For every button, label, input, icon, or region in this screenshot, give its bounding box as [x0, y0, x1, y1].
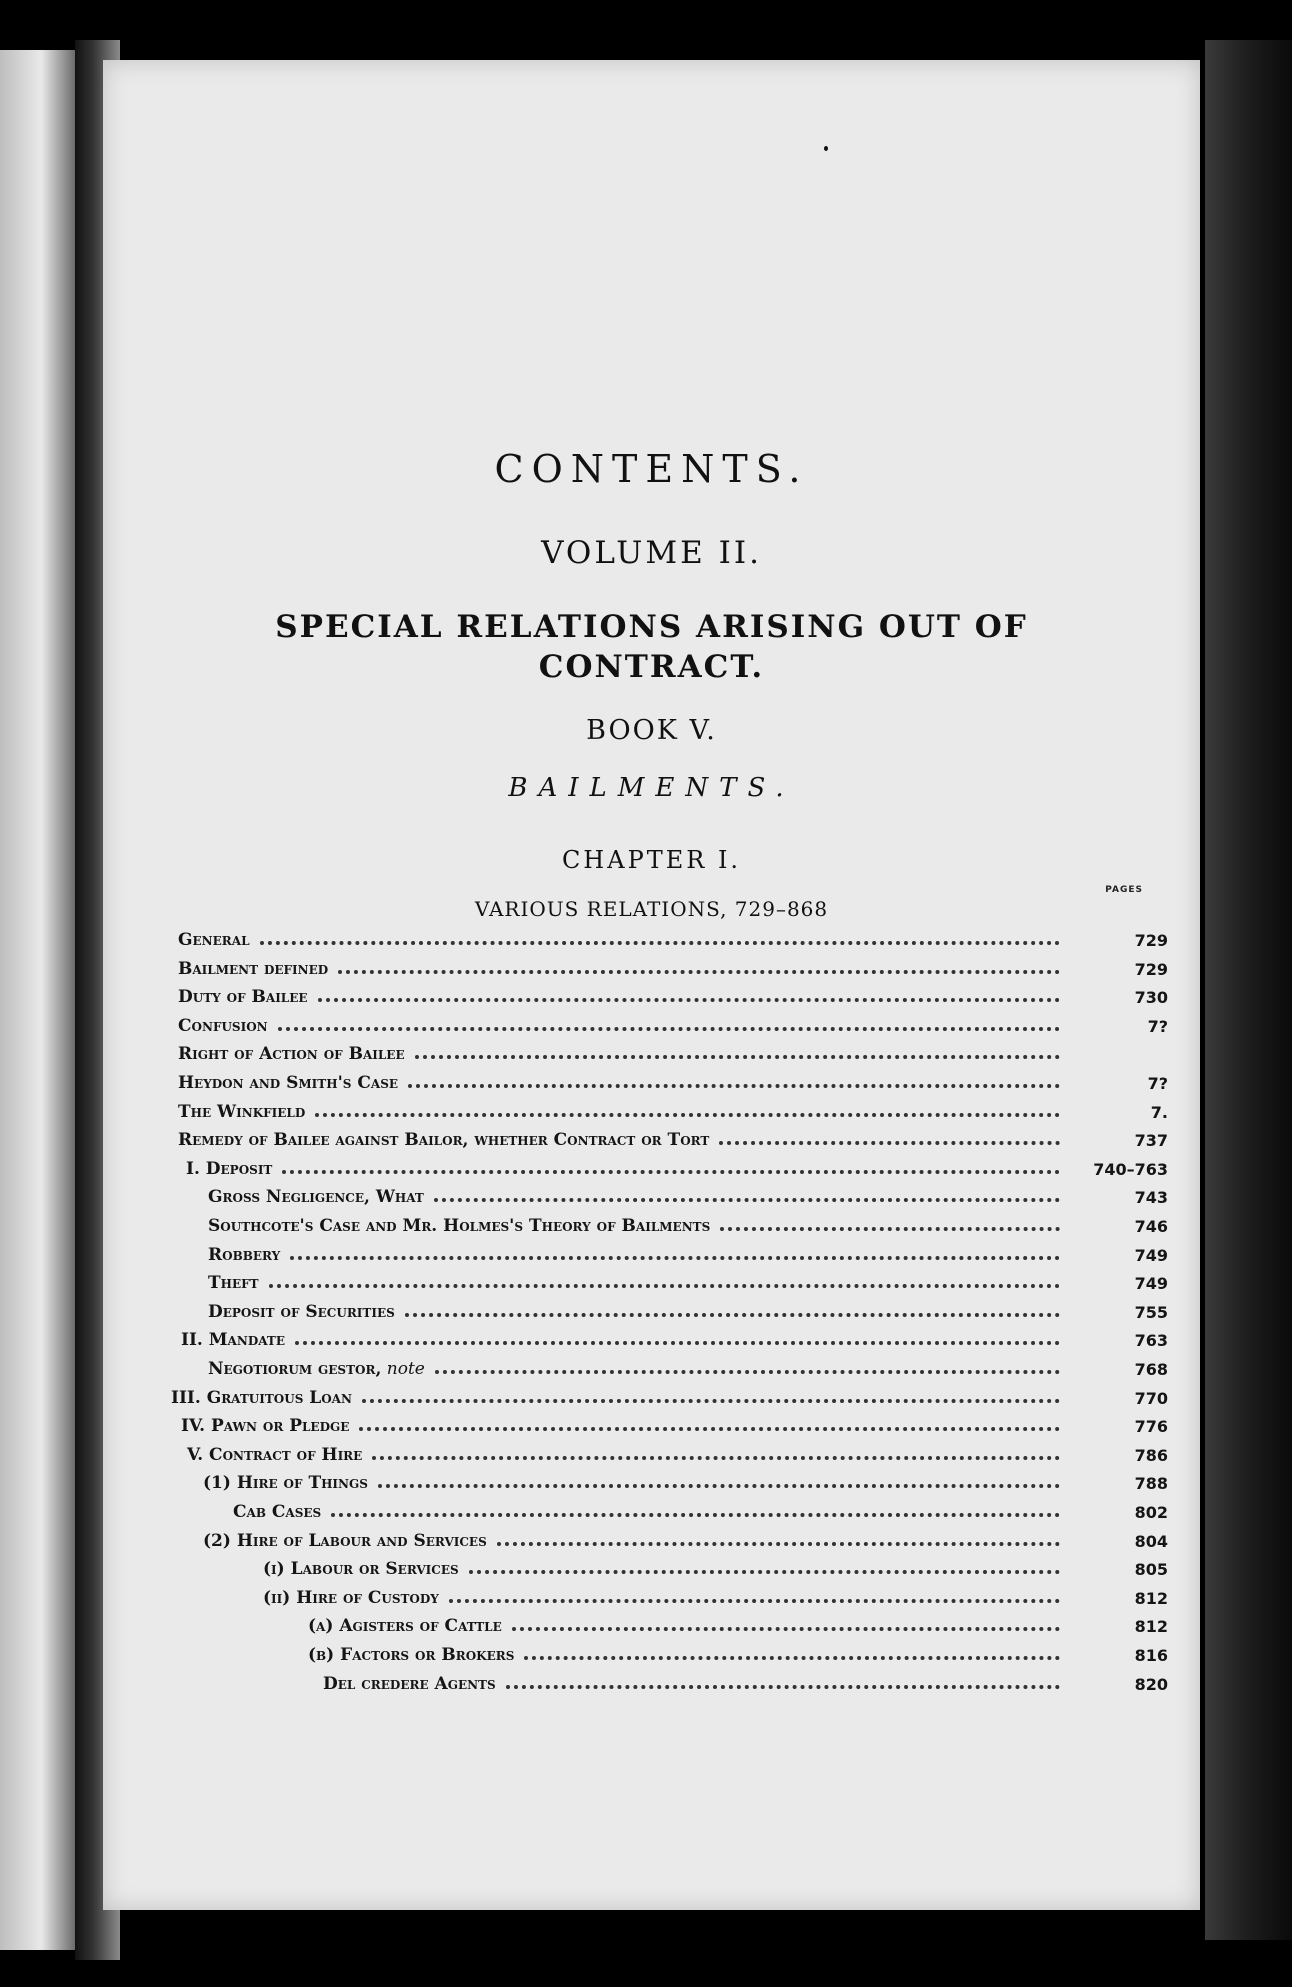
toc-entry-label	[308, 1616, 502, 1636]
toc-entry-title: Southcote's Case and Mr. Holmes's Theory of Bailments	[208, 1216, 711, 1236]
toc-entry-title: (β) Factors or Brokers	[308, 1645, 515, 1665]
toc-entry	[181, 1408, 1168, 1436]
toc-page-number: 730	[1134, 988, 1168, 1008]
toc-page-number: 820	[1134, 1674, 1168, 1694]
toc-page-number: 7?	[1147, 1074, 1168, 1093]
dot-leader	[719, 1140, 1060, 1145]
toc-entry-label	[181, 1416, 349, 1436]
toc-page-number: 788	[1134, 1474, 1168, 1494]
toc-entry	[208, 1265, 1168, 1293]
toc-page-number: 737	[1134, 1131, 1168, 1151]
toc-page-number: 786	[1134, 1445, 1168, 1465]
dot-leader	[512, 1626, 1060, 1631]
toc-entry	[186, 1151, 1168, 1179]
part-title-line-1: SPECIAL RELATIONS ARISING OUT OF	[275, 609, 1028, 645]
toc-entry	[308, 1637, 1168, 1665]
volume-heading: VOLUME II.	[541, 535, 762, 571]
toc-entry-title: Right of Action of Bailee	[178, 1044, 405, 1065]
dot-leader	[290, 1255, 1060, 1260]
toc-entry	[208, 1179, 1168, 1207]
dot-leader	[260, 940, 1060, 945]
toc-entry-title: Duty of Bailee	[178, 987, 308, 1008]
toc-entry	[208, 1208, 1168, 1236]
toc-entry-title: III. Gratuitous Loan	[171, 1387, 352, 1408]
toc-entry-note: note	[381, 1359, 425, 1379]
toc-entry-title: The Winkfield	[178, 1101, 306, 1122]
toc-entry	[208, 1294, 1168, 1322]
dot-leader	[497, 1541, 1060, 1546]
toc-entry-title: (α) Agisters of Cattle	[308, 1616, 502, 1637]
toc-entry-label	[308, 1645, 514, 1665]
dot-leader	[408, 1083, 1060, 1088]
toc-entry-title: Remedy of Bailee against Bailor, whether Contract or Tort	[178, 1130, 710, 1151]
toc-page-number: 770	[1134, 1388, 1168, 1408]
toc-entry-label	[178, 1016, 268, 1036]
dot-leader	[415, 1054, 1060, 1059]
toc-entry-title: I. Deposit	[186, 1158, 273, 1179]
toc-entry	[323, 1666, 1168, 1694]
toc-entry-label	[178, 1130, 709, 1150]
book-heading: BOOK V.	[586, 715, 717, 746]
toc-entry-label	[178, 930, 250, 950]
toc-entry-label	[263, 1588, 439, 1608]
dot-leader	[338, 969, 1060, 974]
toc-entry-label	[203, 1473, 368, 1493]
toc-entry-label	[208, 1359, 425, 1379]
toc-entry	[178, 1036, 1168, 1064]
toc-page-number: 812	[1134, 1617, 1168, 1637]
toc-page-number: 743	[1134, 1188, 1168, 1208]
dot-leader	[378, 1483, 1060, 1488]
dot-leader	[278, 1026, 1060, 1031]
toc-entry-label	[186, 1159, 272, 1179]
toc-entry	[187, 1437, 1168, 1465]
toc-entry-title: Theft	[208, 1273, 259, 1294]
toc-entry-label	[208, 1245, 280, 1265]
toc-entry	[178, 1065, 1168, 1093]
dot-leader	[318, 997, 1060, 1002]
toc-entry-label	[187, 1445, 362, 1465]
toc-entry-title: General	[178, 930, 250, 950]
toc-entry-label	[208, 1216, 710, 1236]
toc-entry-title: V. Contract of Hire	[187, 1444, 363, 1465]
toc-entry	[178, 1008, 1168, 1036]
toc-page-number: 729	[1134, 931, 1168, 950]
toc-entry	[181, 1322, 1168, 1350]
toc-entry-label	[181, 1330, 285, 1350]
toc-entry	[178, 951, 1168, 979]
dot-leader	[524, 1655, 1060, 1660]
contents-heading: CONTENTS.	[494, 447, 809, 491]
toc-page-number: 7?	[1147, 1016, 1168, 1036]
dot-leader	[282, 1169, 1060, 1174]
toc-entry-title: II. Mandate	[181, 1330, 285, 1351]
toc-page-number: 776	[1134, 1417, 1168, 1437]
facing-page-edge	[0, 50, 75, 1950]
dot-leader	[506, 1684, 1060, 1689]
toc-entry-title: Cab Cases	[233, 1502, 322, 1522]
toc-entry-title: Robbery	[208, 1244, 281, 1265]
toc-entry-title: Heydon and Smith's Case	[178, 1073, 399, 1093]
toc-entry-title: Negotiorum gestor,	[208, 1359, 382, 1379]
toc-entry	[171, 1380, 1168, 1408]
toc-entry-title: (2) Hire of Labour and Services	[203, 1530, 487, 1551]
toc-entry-title: IV. Pawn or Pledge	[181, 1416, 350, 1437]
toc-page-number: 805	[1134, 1560, 1168, 1580]
toc-entry-title: (ii) Hire of Custody	[263, 1587, 439, 1608]
dot-leader	[372, 1455, 1060, 1460]
toc-page-number: 729	[1134, 959, 1168, 979]
toc-entry-label	[178, 1073, 398, 1093]
pages-column-label: PAGES	[1105, 885, 1143, 895]
toc-page-number: 802	[1134, 1503, 1168, 1522]
toc-entry	[178, 1094, 1168, 1122]
toc-entry-label	[178, 959, 328, 979]
dot-leader	[362, 1398, 1060, 1403]
toc-page-number: 812	[1134, 1588, 1168, 1608]
toc-page-number: 749	[1134, 1245, 1168, 1265]
toc-entry	[178, 922, 1168, 950]
contents-page	[103, 60, 1200, 1910]
book-fore-edge	[1205, 40, 1292, 1940]
toc-entry	[208, 1237, 1168, 1265]
toc-entry	[263, 1580, 1168, 1608]
toc-page-number: 804	[1134, 1531, 1168, 1551]
toc-page-number: 749	[1134, 1274, 1168, 1294]
toc-page-number: 816	[1134, 1646, 1168, 1665]
toc-entry-title: Del credere Agents	[323, 1673, 496, 1694]
dot-leader	[359, 1426, 1060, 1431]
toc-page-number: 763	[1134, 1331, 1168, 1351]
toc-entry-label	[208, 1302, 395, 1322]
toc-entry-title: (1) Hire of Things	[203, 1473, 368, 1494]
toc-page-number: 740–763	[1093, 1159, 1168, 1179]
dot-leader	[720, 1226, 1060, 1231]
chapter-heading: CHAPTER I.	[561, 846, 742, 874]
toc-page-number: 7.	[1150, 1102, 1168, 1122]
dot-leader	[469, 1569, 1060, 1574]
dot-leader	[435, 1369, 1060, 1374]
toc-entry-title: Gross Negligence, What	[208, 1187, 424, 1208]
chapter-title: VARIOUS RELATIONS, 729–868	[474, 897, 829, 921]
book-title: BAILMENTS.	[508, 773, 795, 803]
toc-entry-label	[178, 987, 308, 1007]
toc-entry	[233, 1494, 1168, 1522]
dot-leader	[331, 1512, 1060, 1517]
dot-leader	[449, 1598, 1060, 1603]
toc-entry	[208, 1351, 1168, 1379]
dot-leader	[269, 1283, 1060, 1288]
toc-entry-label	[208, 1273, 259, 1293]
toc-page-number: 746	[1134, 1217, 1168, 1236]
table-of-contents	[103, 60, 1200, 1910]
toc-page-number: 755	[1134, 1302, 1168, 1322]
toc-entry-label	[171, 1388, 352, 1408]
toc-entry	[263, 1551, 1168, 1579]
toc-entry-label	[263, 1559, 459, 1579]
dot-leader	[295, 1340, 1060, 1345]
dot-leader	[315, 1112, 1060, 1117]
toc-entry-label	[178, 1102, 305, 1122]
toc-entry-label	[178, 1044, 405, 1064]
toc-entry	[203, 1523, 1168, 1551]
toc-entry-title: Bailment defined	[178, 958, 329, 979]
dot-leader	[405, 1312, 1060, 1317]
toc-entry-title: Confusion	[178, 1015, 268, 1036]
toc-entry	[203, 1465, 1168, 1493]
dot-leader	[434, 1197, 1060, 1202]
toc-entry	[308, 1608, 1168, 1636]
toc-entry-title: Deposit of Securities	[208, 1301, 395, 1322]
toc-entry	[178, 1122, 1168, 1150]
toc-entry-label	[208, 1187, 424, 1207]
toc-page-number: 768	[1134, 1360, 1168, 1379]
toc-entry	[178, 979, 1168, 1007]
toc-entry-label	[203, 1531, 487, 1551]
toc-entry-title: (i) Labour or Services	[263, 1559, 459, 1580]
part-title-line-2: CONTRACT.	[538, 649, 765, 685]
toc-entry-label	[323, 1674, 496, 1694]
toc-entry-label	[233, 1502, 321, 1522]
